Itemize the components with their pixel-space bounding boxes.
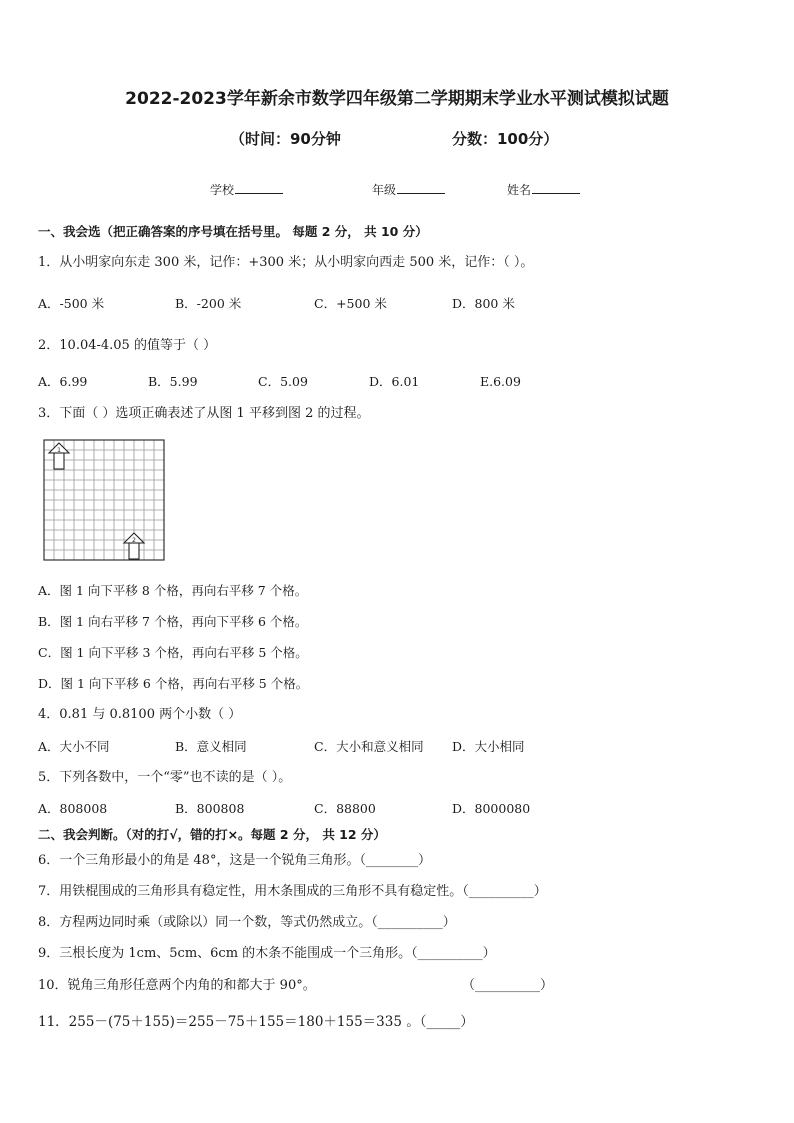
house-figure-2 (124, 533, 144, 559)
grade-blank[interactable] (397, 181, 445, 194)
q5-option-b[interactable]: B．800808 (175, 801, 245, 816)
q2-option-c[interactable]: C．5.09 (258, 374, 308, 389)
q3-option-a[interactable]: A．图 1 向下平移 8 个格，再向右平移 7 个格。 (38, 583, 308, 598)
exam-score: 分数：100分） (452, 130, 559, 148)
judge-item-9[interactable]: 9．三根长度为 1cm、5cm、6cm 的木条不能围成一个三角形。（__________） (38, 946, 496, 961)
q4-option-c[interactable]: C．大小和意义相同 (314, 739, 424, 754)
school-blank[interactable] (235, 181, 283, 194)
question-4: 4．0.81 与 0.8100 两个小数（ ） (38, 707, 242, 722)
q3-option-c[interactable]: C．图 1 向下平移 3 个格，再向右平移 5 个格。 (38, 645, 308, 660)
q5-option-a[interactable]: A．808008 (38, 801, 108, 816)
q4-option-a[interactable]: A．大小不同 (38, 739, 110, 754)
grade-label: 年级 (372, 183, 397, 197)
q1-option-c[interactable]: C．+500 米 (314, 296, 387, 311)
question-5: 5．下列各数中，一个“零”也不读的是（ ）。 (38, 770, 292, 785)
q1-option-b[interactable]: B．-200 米 (175, 296, 242, 311)
q5-option-d[interactable]: D．8000080 (452, 801, 531, 816)
section-1-heading: 一、我会选（把正确答案的序号填在括号里。 每题 2 分， 共 10 分） (38, 224, 428, 239)
q3-option-d[interactable]: D．图 1 向下平移 6 个格，再向右平移 5 个格。 (38, 676, 309, 691)
q2-option-a[interactable]: A．6.99 (38, 374, 88, 389)
q2-option-b[interactable]: B．5.99 (148, 374, 198, 389)
judge-item-10-blank[interactable]: （__________） (462, 978, 554, 993)
school-field[interactable] (210, 181, 283, 198)
judge-item-6[interactable]: 6．一个三角形最小的角是 48°，这是一个锐角三角形。（________） (38, 853, 431, 868)
judge-item-8[interactable]: 8．方程两边同时乘（或除以）同一个数，等式仍然成立。（__________） (38, 915, 456, 930)
q2-option-e[interactable]: E.6.09 (480, 374, 521, 389)
house-figure-1 (49, 443, 69, 469)
section-2-heading: 二、我会判断。（对的打√，错的打×。每题 2 分， 共 12 分） (38, 827, 386, 842)
name-field[interactable] (507, 181, 580, 198)
q4-option-b[interactable]: B．意义相同 (175, 739, 247, 754)
question-1: 1．从小明家向东走 300 米，记作：+300 米；从小明家向西走 500 米，记作：（ ）。 (38, 255, 534, 270)
page-title: 2022-2023学年新余市数学四年级第二学期期末学业水平测试模拟试题 (125, 89, 669, 109)
question-2: 2．10.04-4.05 的值等于（ ） (38, 338, 217, 353)
q4-option-d[interactable]: D．大小相同 (452, 739, 525, 754)
exam-time: （时间：90分钟 (230, 130, 341, 148)
figure-1-label: 1 (57, 447, 61, 454)
name-label: 姓名 (507, 183, 532, 197)
q3-option-b[interactable]: B．图 1 向右平移 7 个格，再向下平移 6 个格。 (38, 614, 308, 629)
grade-field[interactable] (372, 181, 445, 198)
name-blank[interactable] (532, 181, 580, 194)
judge-item-11[interactable]: 11．255－(75＋155)＝255－75＋155＝180＋155＝335 。（_____） (38, 1014, 474, 1030)
school-label: 学校 (210, 183, 235, 197)
translation-grid-figure (43, 439, 167, 567)
judge-item-10: 10．锐角三角形任意两个内角的和都大于 90°。 (38, 978, 316, 993)
grid-svg (43, 439, 167, 563)
q5-option-c[interactable]: C．88800 (314, 801, 376, 816)
judge-item-7[interactable]: 7．用铁棍围成的三角形具有稳定性，用木条围成的三角形不具有稳定性。（__________） (38, 884, 547, 899)
q1-option-a[interactable]: A．-500 米 (38, 296, 105, 311)
question-3: 3．下面（ ）选项正确表述了从图 1 平移到图 2 的过程。 (38, 406, 370, 421)
figure-2-label: 2 (132, 537, 136, 544)
q2-option-d[interactable]: D．6.01 (369, 374, 420, 389)
q1-option-d[interactable]: D．800 米 (452, 296, 515, 311)
